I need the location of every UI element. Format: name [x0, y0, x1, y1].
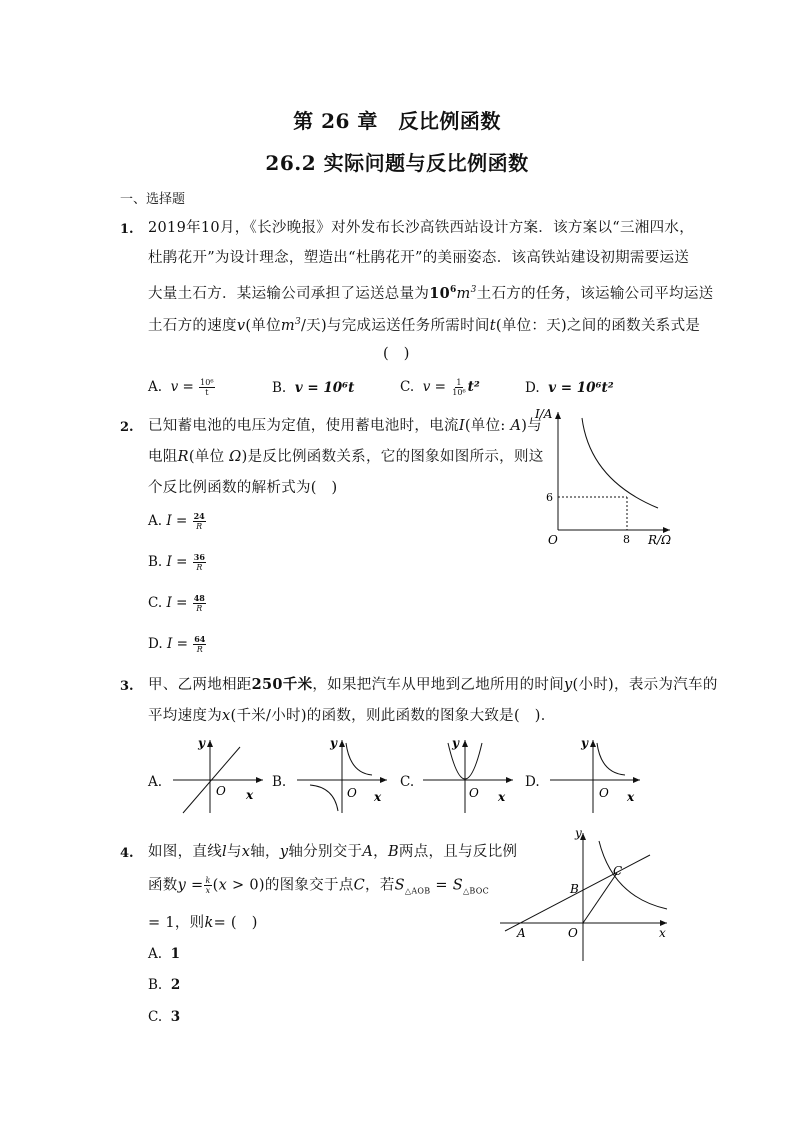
q4-x-label: x — [659, 926, 666, 940]
q3-b-curve-1 — [346, 743, 372, 775]
q3-b-origin: O — [347, 786, 357, 800]
q2-y-label: I/A — [535, 407, 553, 421]
q2-y-tick: 6 — [546, 491, 553, 504]
q3-graph-c[interactable] — [418, 735, 518, 815]
q4-option-b[interactable]: B. 2 — [148, 977, 181, 993]
q3-option-a-label[interactable]: A. — [148, 774, 163, 790]
q3-b-x-label: x — [374, 790, 382, 804]
q2-x-tick: 8 — [623, 533, 630, 546]
q2-number: 2. — [120, 420, 134, 435]
q3-c-x-label: x — [498, 790, 506, 804]
q2-line-3: 个反比例函数的解析式为( ) — [148, 480, 338, 496]
q3-a-x-label: x — [246, 788, 254, 802]
q3-number: 3. — [120, 679, 134, 694]
q4-number: 4. — [120, 846, 134, 861]
q3-d-origin: O — [599, 786, 609, 800]
q4-point-a: A — [517, 926, 526, 940]
q4-line-1: 如图，直线l与x轴，y轴分别交于A，B两点，且与反比例 — [148, 844, 518, 860]
q1-option-b[interactable]: B. v = 10⁶t — [272, 380, 355, 396]
q4-line-2: 函数y = $\frac{k}{x}$ (x > 0)的图象交于点C，若$S_{\triangle AOB} = S_{\triangle BOC}$ — [148, 876, 490, 896]
q1-option-c[interactable]: C. v = $\frac{1}{\text{10⁶}}$ t² — [400, 378, 480, 397]
q1-line-4: 土石方的速度v(单位$m^3/$天)与完成运送任务所需时间t(单位：天)之间的函数关系式是 — [148, 317, 701, 334]
q3-graph-b[interactable] — [292, 735, 392, 815]
q4-point-c: C — [613, 864, 623, 878]
q1-line-3: 大量土石方．某运输公司承担了运送总量为$10^6m^3$土石方的任务，该运输公司平均运送 — [148, 284, 714, 302]
section-title: 26.2 实际问题与反比例函数 — [265, 151, 529, 175]
q3-a-y-label: y — [198, 736, 205, 750]
q3-line-1: 甲、乙两地相距250千米，如果把汽车从甲地到乙地所用的时间y(小时)，表示为汽车的 — [148, 676, 718, 693]
q2-option-b[interactable]: B. I = $\frac{36}{R}$ — [148, 552, 205, 572]
q2-x-label: R/Ω — [648, 533, 672, 547]
q3-a-origin: O — [216, 784, 226, 798]
q2-option-d[interactable]: D. I = $\frac{64}{R}$ — [148, 634, 206, 654]
q2-origin: O — [548, 533, 558, 547]
q4-graph — [495, 825, 675, 965]
q3-graph-d[interactable] — [545, 735, 645, 815]
q4-point-b: B — [570, 882, 579, 896]
q3-option-d-label[interactable]: D. — [525, 774, 540, 790]
q1-line-2: 杜鹃花开”为设计理念，塑造出“杜鹃花开”的美丽姿态．该高铁站建设初期需要运送 — [148, 250, 690, 266]
q2-line-2: 电阻R(单位 Ω)是反比例函数关系，它的图象如图所示，则这 — [148, 449, 544, 465]
q1-number: 1. — [120, 222, 134, 237]
q3-option-b-label[interactable]: B. — [272, 774, 287, 790]
q3-line-2: 平均速度为x(千米/小时)的函数，则此函数的图象大致是( )． — [148, 708, 556, 724]
q3-d-curve — [597, 743, 625, 775]
q1-line-1: 2019年10月，《长沙晚报》对外发布长沙高铁西站设计方案．该方案以“三湘四水， — [148, 220, 695, 236]
q1-option-d[interactable]: D. v = 10⁶t² — [525, 380, 614, 396]
q4-segment-oc — [583, 873, 617, 923]
q2-y-arrow — [555, 412, 561, 419]
q2-option-c[interactable]: C. I = $\frac{48}{R}$ — [148, 593, 205, 613]
q1-paren: ( ) — [383, 346, 410, 362]
q1-option-a[interactable]: A. v = $\frac{\text{10⁶}}{t}$ — [148, 378, 214, 397]
q4-y-label: y — [575, 826, 582, 840]
chapter-title: 第 26 章 反比例函数 — [293, 109, 501, 133]
q3-option-c-label[interactable]: C. — [400, 774, 415, 790]
q3-b-y-label: y — [330, 736, 337, 750]
q4-curve — [599, 841, 667, 909]
q3-d-x-label: x — [627, 790, 635, 804]
q4-option-a[interactable]: A. 1 — [148, 946, 181, 962]
q2-option-a[interactable]: A. I = $\frac{24}{R}$ — [148, 511, 205, 531]
q3-d-y-label: y — [581, 736, 588, 750]
q4-option-c[interactable]: C. 3 — [148, 1009, 181, 1025]
q2-curve — [582, 418, 658, 508]
q4-line-3: = 1，则k= ( ) — [148, 915, 258, 931]
part-label: 一、选择题 — [120, 192, 186, 207]
q4-origin: O — [568, 926, 578, 940]
q2-line-1: 已知蓄电池的电压为定值，使用蓄电池时，电流I(单位: A)与 — [148, 418, 543, 434]
q3-c-y-label: y — [452, 736, 459, 750]
q3-b-curve-2 — [310, 785, 338, 811]
q3-c-origin: O — [469, 786, 479, 800]
q2-graph — [530, 400, 680, 550]
q3-graph-a[interactable] — [168, 735, 268, 815]
